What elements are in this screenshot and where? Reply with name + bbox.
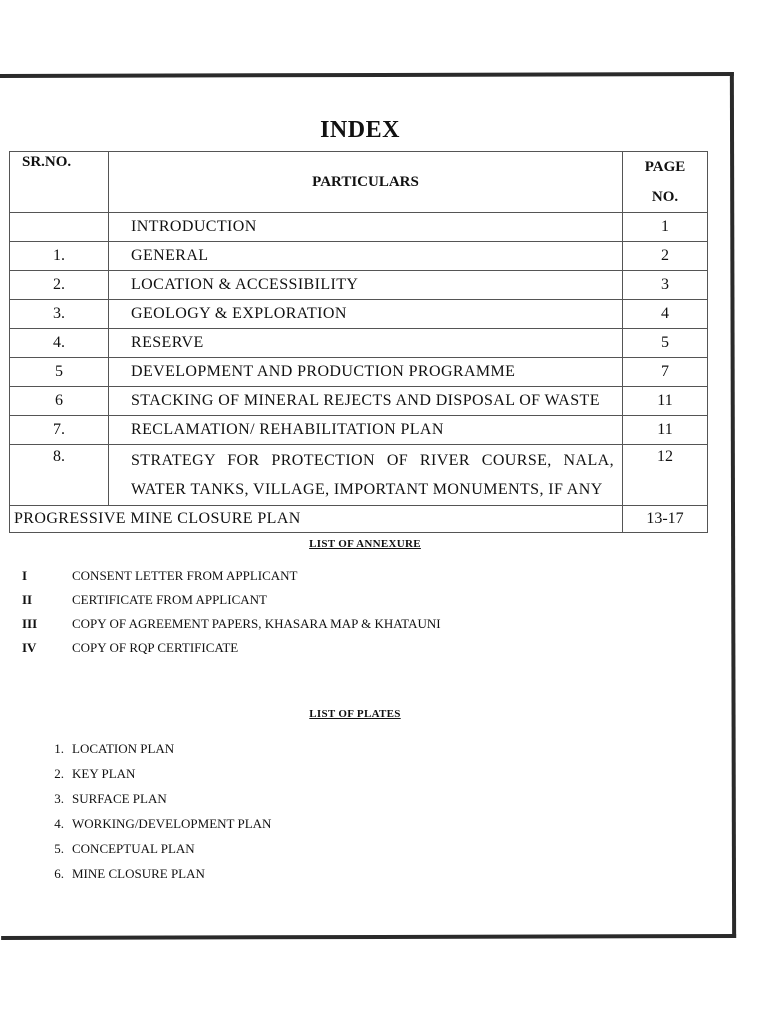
table-row [10, 329, 708, 358]
table-row [10, 271, 708, 300]
annexure-number: II [22, 592, 33, 607]
row-sr: 4. [10, 329, 109, 358]
annexure-text: CERTIFICATE FROM APPLICANT [72, 592, 267, 607]
table-row [10, 213, 708, 242]
plate-number: 5. [54, 840, 64, 856]
row-sr: 8. [10, 445, 109, 506]
plate-text: SURFACE PLAN [72, 790, 167, 806]
annexure-text: CONSENT LETTER FROM APPLICANT [72, 568, 298, 583]
table-row [10, 358, 708, 387]
row-particulars: RESERVE [109, 329, 623, 358]
index-table [9, 151, 708, 533]
row-page: 11 [623, 387, 708, 416]
plate-text: WORKING/DEVELOPMENT PLAN [72, 815, 272, 831]
plate-number: 2. [54, 765, 64, 781]
annexure-list [22, 564, 441, 660]
annexure-number: I [22, 568, 28, 583]
header-page-no [623, 152, 708, 213]
annexure-number: III [22, 616, 38, 631]
list-item [40, 836, 271, 861]
plate-text: LOCATION PLAN [72, 740, 175, 756]
list-item [22, 612, 441, 636]
plate-text: MINE CLOSURE PLAN [72, 865, 205, 881]
list-item [40, 861, 271, 886]
row-page: 3 [623, 271, 708, 300]
row-particulars: STACKING OF MINERAL REJECTS AND DISPOSAL OF WASTE [109, 387, 623, 416]
row-sr: 1. [10, 242, 109, 271]
plates-heading: LIST OF PLATES [309, 708, 401, 720]
row-page: 7 [623, 358, 708, 387]
plate-number: 6. [54, 865, 64, 881]
row-page: 4 [623, 300, 708, 329]
header-page-line2: NO. [651, 189, 679, 205]
row-particulars: GENERAL [109, 242, 623, 271]
row-page: 2 [623, 242, 708, 271]
row-sr: 3. [10, 300, 109, 329]
footer-particulars: PROGRESSIVE MINE CLOSURE PLAN [10, 506, 623, 533]
list-item [40, 786, 271, 811]
plate-text: CONCEPTUAL PLAN [72, 840, 195, 856]
annexure-heading: LIST OF ANNEXURE [309, 538, 421, 550]
row-particulars: GEOLOGY & EXPLORATION [109, 300, 623, 329]
list-item [22, 636, 441, 660]
table-footer-row [10, 506, 708, 533]
row-sr: 2. [10, 271, 109, 300]
row-page: 1 [623, 213, 708, 242]
row-page: 5 [623, 329, 708, 358]
list-item [40, 736, 271, 761]
row-particulars: DEVELOPMENT AND PRODUCTION PROGRAMME [109, 358, 623, 387]
row-particulars: STRATEGY FOR PROTECTION OF RIVER COURSE, NALA, WATER TANKS, VILLAGE, IMPORTANT MONUMENTS, IF ANY [109, 445, 623, 506]
row-particulars: LOCATION & ACCESSIBILITY [109, 271, 623, 300]
row-sr: 7. [10, 416, 109, 445]
table-row [10, 445, 708, 506]
plate-number: 1. [54, 740, 64, 756]
list-item [22, 588, 441, 612]
row-sr: 5 [10, 358, 109, 387]
row-page: 11 [623, 416, 708, 445]
table-header-row [10, 152, 708, 213]
row-sr [10, 213, 109, 242]
plates-list [40, 736, 271, 886]
row-page: 12 [623, 445, 708, 506]
annexure-text: COPY OF RQP CERTIFICATE [72, 640, 239, 655]
list-item [22, 564, 441, 588]
table-row [10, 416, 708, 445]
plate-text: KEY PLAN [72, 765, 136, 781]
annexure-text: COPY OF AGREEMENT PAPERS, KHASARA MAP & KHATAUNI [72, 616, 441, 631]
table-row [10, 242, 708, 271]
list-item [40, 761, 271, 786]
table-row [10, 387, 708, 416]
page-title: INDEX [320, 117, 400, 143]
list-item [40, 811, 271, 836]
row-particulars: RECLAMATION/ REHABILITATION PLAN [109, 416, 623, 445]
plate-number: 3. [54, 790, 64, 806]
row-particulars: INTRODUCTION [109, 213, 623, 242]
annexure-number: IV [22, 640, 37, 655]
plate-number: 4. [54, 815, 64, 831]
header-page-line1: PAGE [644, 159, 686, 175]
table-row [10, 300, 708, 329]
header-sr-no: SR.NO. [10, 152, 109, 213]
header-particulars: PARTICULARS [109, 152, 623, 213]
row-sr: 6 [10, 387, 109, 416]
footer-page: 13-17 [623, 506, 708, 533]
